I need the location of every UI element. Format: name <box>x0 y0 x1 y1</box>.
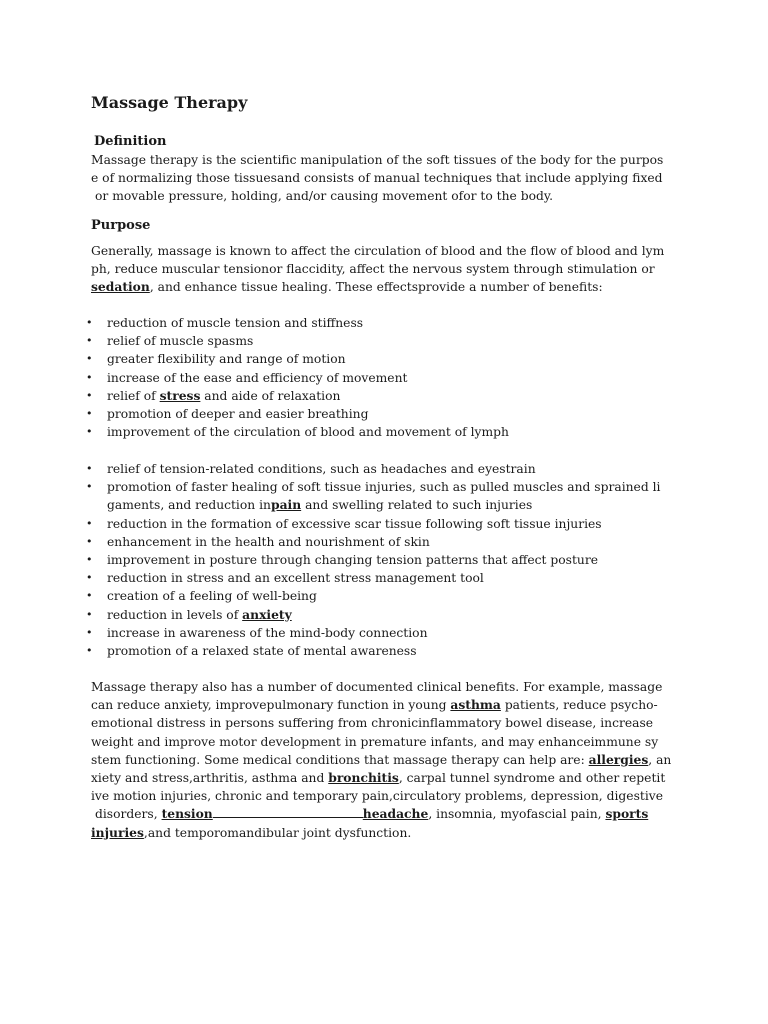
benefits-list-1 <box>86 314 686 441</box>
clinical-line: emotional distress in persons suffering from chronicinflammatory bowel disease, increase <box>91 716 654 731</box>
clinical-text: xiety and stress,arthritis, asthma and <box>91 771 329 786</box>
bronchitis-link[interactable]: bronchitis <box>328 770 399 786</box>
clinical-text: , carpal tunnel syndrome and other repetit <box>398 771 666 786</box>
clinical-line <box>91 751 691 769</box>
list-item-text: relief of <box>107 388 160 403</box>
list-item <box>86 314 686 332</box>
list-item-text: promotion of a relaxed state of mental awareness <box>107 644 417 659</box>
purpose-paragraph <box>91 242 691 297</box>
list-item <box>86 533 686 551</box>
clinical-line <box>91 824 691 842</box>
list-item <box>86 405 686 423</box>
purpose-line-text: , and enhance tissue healing. These effectsprovide a number of benefits: <box>149 280 603 295</box>
purpose-line: ph, reduce muscular tensionor flaccidity, affect the nervous system through stimulation or <box>91 262 655 277</box>
clinical-text: can reduce anxiety, improvepulmonary function in young <box>91 698 451 713</box>
list-item <box>86 515 686 533</box>
clinical-line: Massage therapy also has a number of documented clinical benefits. For example, massage <box>91 680 663 694</box>
list-item-text: relief of muscle spasms <box>107 334 254 349</box>
list-item-text: improvement of the circulation of blood and movement of lymph <box>107 425 509 440</box>
list-item <box>86 624 686 642</box>
definition-line: Massage therapy is the scientific manipulation of the soft tissues of the body for the purpos <box>91 153 664 167</box>
list-item-text: reduction in stress and an excellent stress management tool <box>107 571 484 586</box>
clinical-text: patients, reduce psycho- <box>500 698 658 713</box>
definition-paragraph <box>91 151 691 206</box>
list-item-text: relief of tension-related conditions, such as headaches and eyestrain <box>107 462 536 476</box>
list-item-text: reduction in levels of <box>107 607 243 622</box>
stress-link[interactable]: stress <box>159 387 201 403</box>
headache-link[interactable]: headache <box>362 806 429 822</box>
list-item <box>86 423 686 441</box>
list-item-text: creation of a feeling of well-being <box>107 589 317 604</box>
definition-line: e of normalizing those tissuesand consists of manual techniques that include applying fixed <box>91 171 663 186</box>
list-item <box>86 606 686 624</box>
clinical-text: ,and temporomandibular joint dysfunction. <box>143 825 412 840</box>
definition-heading: Definition <box>94 134 167 149</box>
benefits-list-2 <box>86 460 686 660</box>
pain-link[interactable]: pain <box>270 497 302 513</box>
clinical-line <box>91 769 691 787</box>
list-item <box>86 350 686 368</box>
list-item-text: and aide of relaxation <box>200 388 341 403</box>
list-item-text: promotion of deeper and easier breathing <box>107 407 369 422</box>
clinical-text: , insomnia, myofascial pain, <box>428 807 606 822</box>
list-item <box>86 551 686 569</box>
definition-line: or movable pressure, holding, and/or causing movement ofor to the body. <box>95 189 554 204</box>
list-item <box>86 460 686 478</box>
list-item <box>86 478 686 514</box>
sedation-link[interactable]: sedation <box>91 279 150 295</box>
tension-link[interactable]: tension <box>161 806 213 822</box>
sports-link[interactable]: sports <box>605 806 649 822</box>
list-item-text: and swelling related to such injuries <box>301 498 533 513</box>
list-item <box>86 332 686 350</box>
clinical-text: disorders, <box>95 807 162 822</box>
list-item-text: greater flexibility and range of motion <box>107 352 346 367</box>
list-item-text: reduction in the formation of excessive scar tissue following soft tissue injuries <box>107 516 602 531</box>
list-item-text: increase in awareness of the mind-body connection <box>107 625 428 640</box>
list-item-text: increase of the ease and efficiency of movement <box>107 370 408 385</box>
allergies-link[interactable]: allergies <box>588 751 649 767</box>
list-item <box>86 569 686 587</box>
list-item <box>86 587 686 605</box>
list-item <box>86 369 686 387</box>
list-item-text: • promotion of faster healing of soft tissue injuries, such as pulled muscles and sprained li <box>107 480 661 495</box>
injuries-link[interactable]: injuries <box>91 824 144 840</box>
clinical-line: ive motion injuries, chronic and temporary pain,circulatory problems, depression, digestive <box>91 789 663 804</box>
clinical-paragraph <box>91 678 691 842</box>
purpose-line <box>91 278 691 296</box>
list-item-text: improvement in posture through changing tension patterns that affect posture <box>107 553 598 568</box>
list-item <box>86 387 686 405</box>
list-item-text: enhancement in the health and nourishment of skin <box>107 534 430 549</box>
clinical-line <box>91 696 691 714</box>
tension-headache-link-gap[interactable] <box>213 805 363 818</box>
list-item <box>86 642 686 660</box>
anxiety-link[interactable]: anxiety <box>242 606 292 622</box>
clinical-line: weight and improve motor development in premature infants, and may enhanceimmune sy <box>91 734 659 749</box>
purpose-heading: Purpose <box>91 218 151 233</box>
clinical-text: , an <box>648 752 672 767</box>
clinical-line <box>91 805 691 823</box>
clinical-text: stem functioning. Some medical conditions that massage therapy can help are: <box>91 752 589 767</box>
asthma-link[interactable]: asthma <box>450 697 501 713</box>
document-title: Massage Therapy <box>91 93 248 112</box>
purpose-line: Generally, massage is known to affect the circulation of blood and the flow of blood and lym <box>91 244 665 258</box>
list-item-line <box>107 496 686 514</box>
list-item-text: reduction of muscle tension and stiffness <box>107 316 364 330</box>
list-item-text: gaments, and reduction in <box>107 498 271 513</box>
